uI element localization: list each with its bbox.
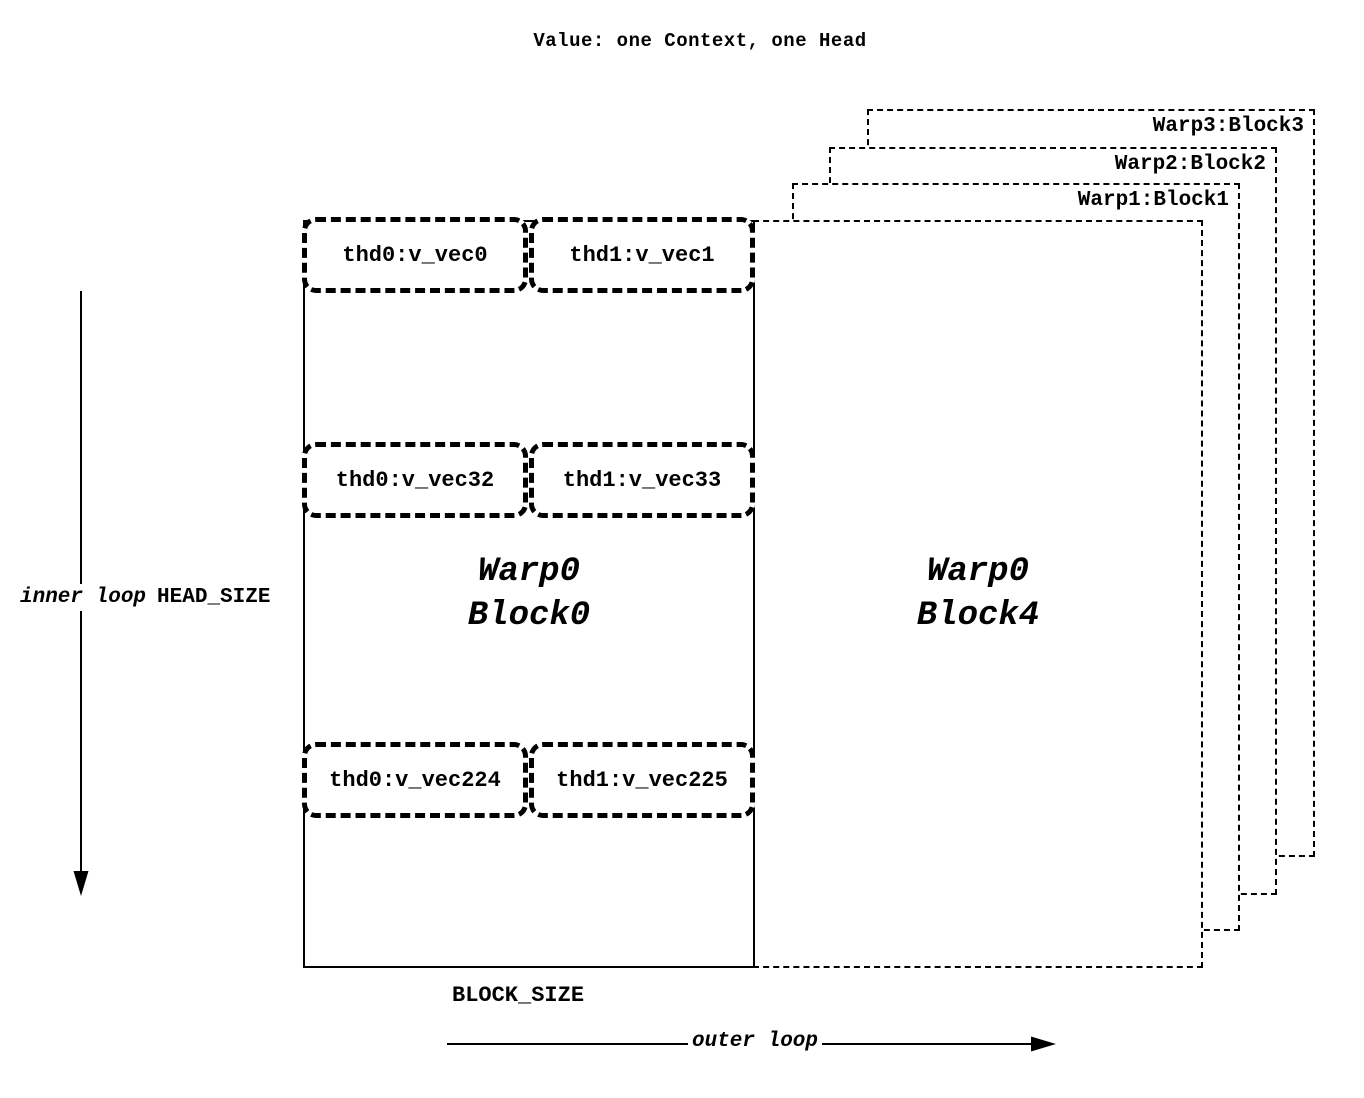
warp0-block4-label-line2: Block4 <box>916 597 1040 635</box>
vec-box-thd0-v-vec0: thd0:v_vec0 <box>302 217 528 293</box>
inner-loop-label: inner loop <box>20 586 147 609</box>
vec-box-thd0-v-vec32: thd0:v_vec32 <box>302 442 528 518</box>
head-size-label: HEAD_SIZE <box>157 586 271 609</box>
vec-box-thd1-v-vec33: thd1:v_vec33 <box>529 442 755 518</box>
warp0-block0-label-line2: Block0 <box>467 597 591 635</box>
diagram-title: Value: one Context, one Head <box>533 30 867 52</box>
outer-loop-label: outer loop <box>688 1030 822 1053</box>
warp0-block4-label-line1: Warp0 <box>926 553 1029 591</box>
warp0-block0-label <box>468 550 590 638</box>
inner-loop-head-size-label <box>20 584 274 611</box>
block-size-label: BLOCK_SIZE <box>452 983 585 1008</box>
warp3-block3-label: Warp3:Block3 <box>1152 115 1304 138</box>
warp0-block4-label <box>917 550 1039 638</box>
warp0-block4-rect <box>753 220 1203 968</box>
warp1-block1-label: Warp1:Block1 <box>1077 189 1229 212</box>
vec-box-thd1-v-vec225: thd1:v_vec225 <box>529 742 755 818</box>
warp2-block2-label: Warp2:Block2 <box>1114 153 1266 176</box>
vec-box-thd1-v-vec1: thd1:v_vec1 <box>529 217 755 293</box>
warp0-block0-rect <box>303 220 755 968</box>
vec-box-thd0-v-vec224: thd0:v_vec224 <box>302 742 528 818</box>
warp0-block0-label-line1: Warp0 <box>477 553 580 591</box>
